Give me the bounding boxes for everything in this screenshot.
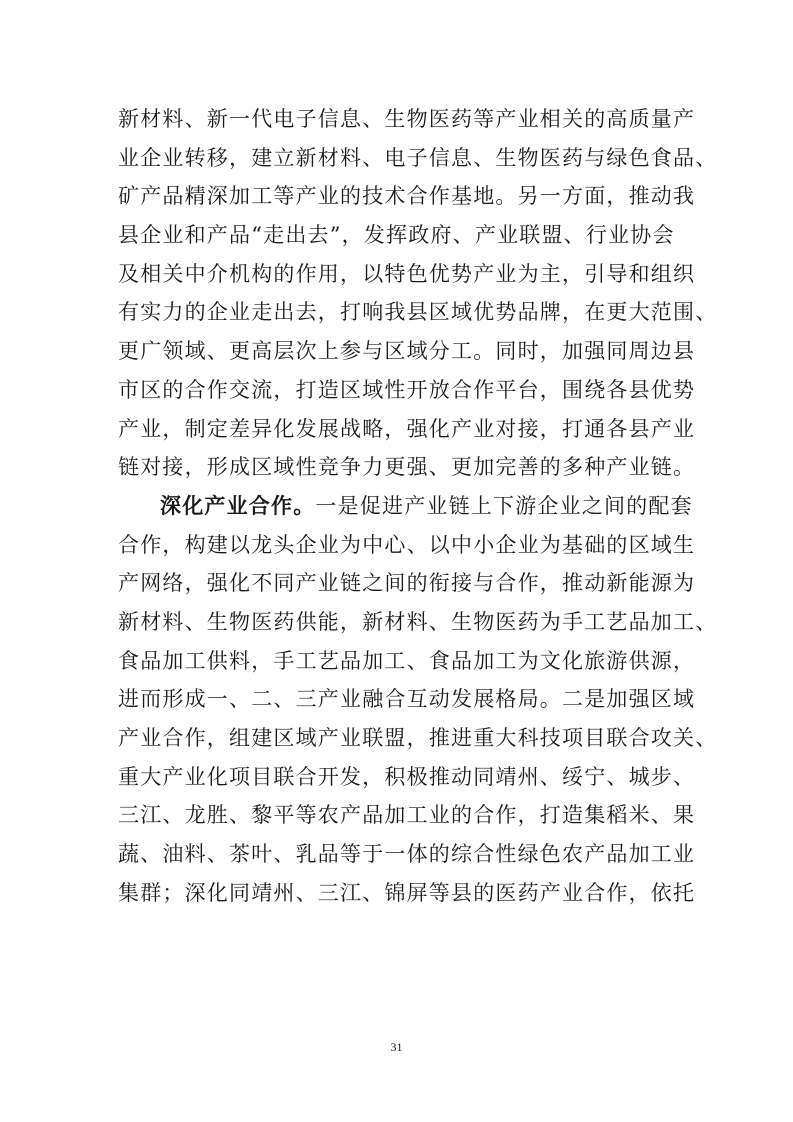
text-line: 及相关中介机构的作用，以特色优势产业为主，引导和组织 <box>118 261 696 286</box>
text-line: 产业合作，组建区域产业联盟，推进重大科技项目联合攻关、 <box>118 726 718 750</box>
text-line: 进而形成一、二、三产业融合互动发展格局。二是加强区域 <box>118 687 696 712</box>
text-line: 市区的合作交流，打造区域性开放合作平台，围绕各县优势 <box>118 377 696 402</box>
text-line: 集群；深化同靖州、三江、锦屏等县的医药产业合作，依托 <box>118 880 696 905</box>
text-line: 产网络，强化不同产业链之间的衔接与合作，推动新能源为 <box>118 571 696 596</box>
paragraph-heading: 深化产业合作。 <box>160 492 316 518</box>
text-line: 业企业转移，建立新材料、电子信息、生物医药与绿色食品、 <box>118 145 718 170</box>
text-line: 有实力的企业走出去，打响我县区域优势品牌，在更大范围、 <box>118 300 718 325</box>
text-line: 更广领域、更高层次上参与区域分工。同时，加强同周边县 <box>118 339 696 364</box>
text-line: 矿产品精深加工等产业的技术合作基地。另一方面，推动我 <box>118 184 696 209</box>
text-line: 新材料、新一代电子信息、生物医药等产业相关的高质量产 <box>118 107 696 131</box>
text-line: 新材料、生物医药供能，新材料、生物医药为手工艺品加工、 <box>118 609 718 634</box>
text-line: 产业，制定差异化发展战略，强化产业对接，打通各县产业 <box>118 416 696 441</box>
text-line: 食品加工供料，手工艺品加工、食品加工为文化旅游供源， <box>118 648 696 673</box>
page-number: 31 <box>390 1040 403 1054</box>
body-text <box>118 100 718 912</box>
text-line: 县企业和产品“走出去”，发挥政府、产业联盟、行业协会 <box>118 223 675 248</box>
paragraph-first-line-text: 一是促进产业链上下游企业之间的配套 <box>315 493 693 518</box>
text-line: 重大产业化项目联合开发，积极推动同靖州、绥宁、城步、 <box>118 764 696 789</box>
text-line: 合作，构建以龙头企业为中心、以中小企业为基础的区域生 <box>118 532 696 557</box>
text-line: 链对接，形成区域性竞争力更强、更加完善的多种产业链。 <box>118 455 696 480</box>
text-line: 三江、龙胜、黎平等农产品加工业的合作，打造集稻米、果 <box>118 803 696 828</box>
paragraph-first-line <box>118 487 693 526</box>
text-line: 蔬、油料、茶叶、乳品等于一体的综合性绿色农产品加工业 <box>118 842 696 867</box>
